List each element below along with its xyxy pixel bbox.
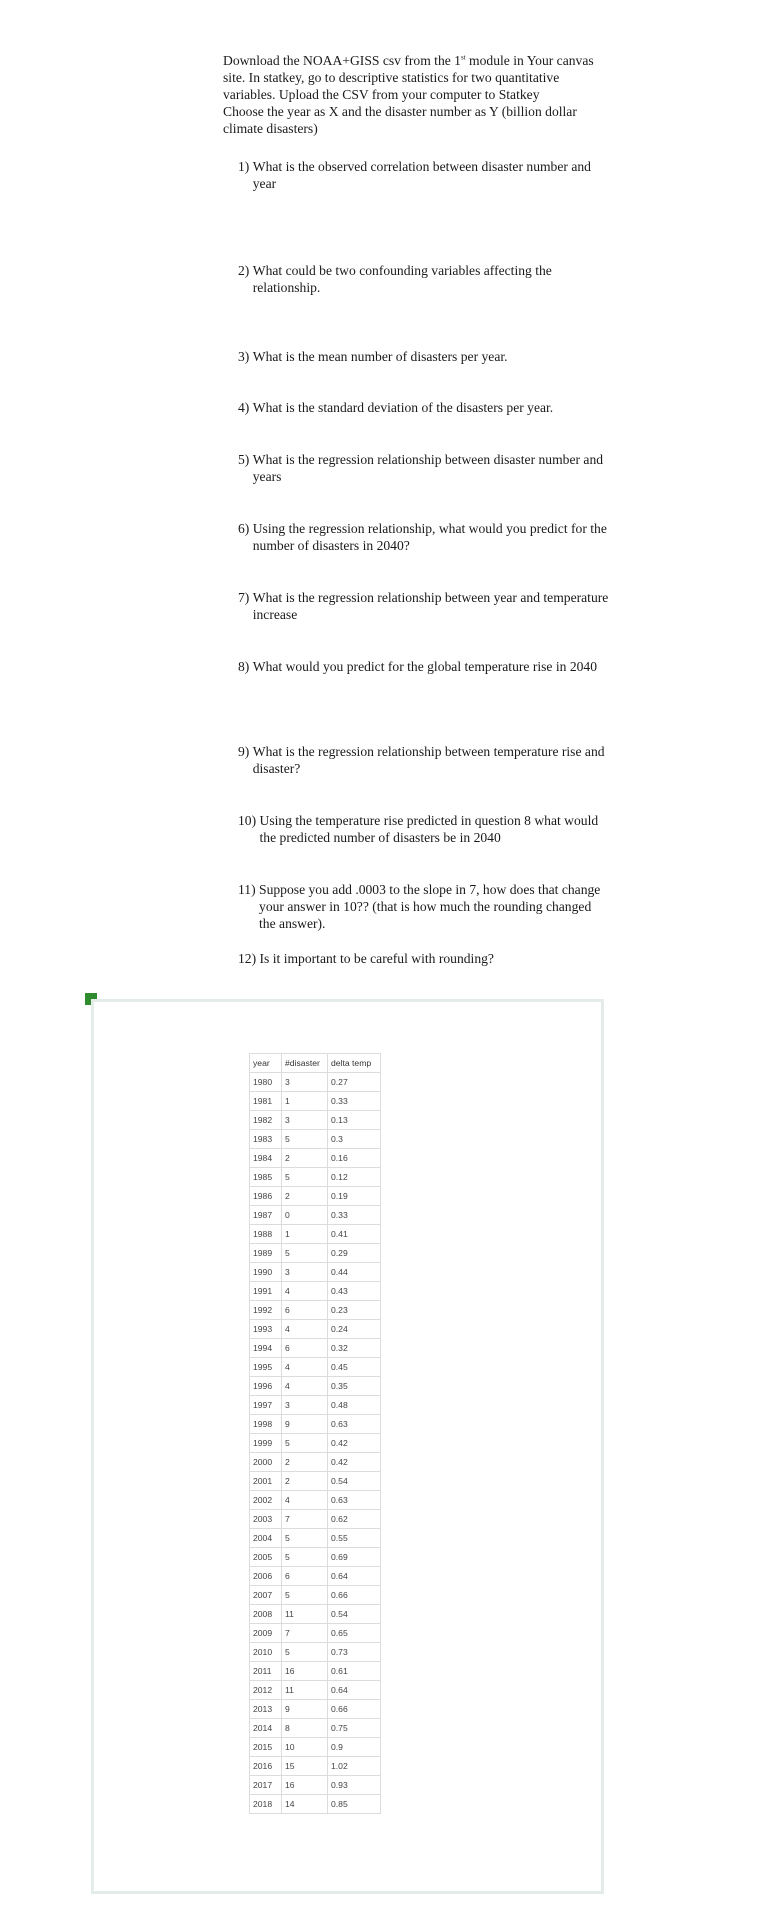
- cell-disaster-count: 5: [282, 1244, 328, 1263]
- table-row: [250, 1757, 381, 1776]
- question-text: What is the regression relationship between year and temperature increase: [252, 590, 609, 622]
- cell-disaster-count: 8: [282, 1719, 328, 1738]
- instruction-text-1b: module in Your canvas site. In statkey, go to descriptive statistics for two quantitative variables. Upload the CSV from your computer to Statkey: [223, 53, 594, 102]
- column-header-year: year: [250, 1054, 282, 1073]
- cell-delta-temp: 0.63: [328, 1415, 381, 1434]
- question-text: Using the regression relationship, what would you predict for the number of disasters in 2040?: [252, 521, 607, 553]
- cell-year: 2013: [250, 1700, 282, 1719]
- cell-delta-temp: 0.66: [328, 1700, 381, 1719]
- instructions: [223, 52, 615, 137]
- cell-year: 1995: [250, 1358, 282, 1377]
- cell-disaster-count: 3: [282, 1263, 328, 1282]
- cell-year: 1997: [250, 1396, 282, 1415]
- question-text: What could be two confounding variables affecting the relationship.: [252, 263, 552, 295]
- question-1: [238, 158, 610, 192]
- table-row: [250, 1605, 381, 1624]
- cell-delta-temp: 0.12: [328, 1168, 381, 1187]
- cell-delta-temp: 0.33: [328, 1206, 381, 1225]
- instruction-paragraph-2: Choose the year as X and the disaster number as Y (billion dollar climate disasters): [223, 104, 577, 136]
- cell-year: 2003: [250, 1510, 282, 1529]
- cell-delta-temp: 0.54: [328, 1472, 381, 1491]
- cell-disaster-count: 6: [282, 1301, 328, 1320]
- question-text: Is it important to be careful with rounding?: [259, 951, 494, 966]
- cell-delta-temp: 0.27: [328, 1073, 381, 1092]
- question-text: What is the standard deviation of the disasters per year.: [252, 400, 554, 415]
- table-row: [250, 1377, 381, 1396]
- question-number: 1): [238, 159, 250, 174]
- cell-year: 1982: [250, 1111, 282, 1130]
- table-row: [250, 1282, 381, 1301]
- table-row: [250, 1092, 381, 1111]
- question-text: Using the temperature rise predicted in question 8 what would the predicted number of disasters be in 2040: [259, 813, 599, 845]
- cell-disaster-count: 10: [282, 1738, 328, 1757]
- cell-disaster-count: 6: [282, 1567, 328, 1586]
- table-row: [250, 1339, 381, 1358]
- cell-year: 1988: [250, 1225, 282, 1244]
- cell-delta-temp: 0.42: [328, 1434, 381, 1453]
- table-row: [250, 1738, 381, 1757]
- question-number: 11): [238, 882, 256, 897]
- cell-disaster-count: 4: [282, 1282, 328, 1301]
- table-row: [250, 1149, 381, 1168]
- cell-year: 1989: [250, 1244, 282, 1263]
- table-row: [250, 1396, 381, 1415]
- cell-delta-temp: 0.66: [328, 1586, 381, 1605]
- cell-year: 1998: [250, 1415, 282, 1434]
- cell-year: 1984: [250, 1149, 282, 1168]
- cell-year: 2002: [250, 1491, 282, 1510]
- column-header-disaster: #disaster: [282, 1054, 328, 1073]
- table-row: [250, 1567, 381, 1586]
- cell-delta-temp: 1.02: [328, 1757, 381, 1776]
- cell-disaster-count: 3: [282, 1111, 328, 1130]
- question-7: [238, 589, 610, 623]
- data-table: [249, 1053, 381, 1814]
- cell-year: 1991: [250, 1282, 282, 1301]
- question-text: What is the observed correlation between disaster number and year: [252, 159, 591, 191]
- cell-disaster-count: 7: [282, 1510, 328, 1529]
- cell-year: 2014: [250, 1719, 282, 1738]
- cell-disaster-count: 9: [282, 1415, 328, 1434]
- cell-delta-temp: 0.65: [328, 1624, 381, 1643]
- instruction-text-1a: Download the NOAA+GISS csv from the 1: [223, 53, 461, 68]
- cell-delta-temp: 0.54: [328, 1605, 381, 1624]
- cell-year: 1992: [250, 1301, 282, 1320]
- cell-year: 2004: [250, 1529, 282, 1548]
- cell-year: 2015: [250, 1738, 282, 1757]
- table-row: [250, 1263, 381, 1282]
- table-row: [250, 1548, 381, 1567]
- question-number: 5): [238, 452, 250, 467]
- table-header-row: [250, 1054, 381, 1073]
- cell-delta-temp: 0.42: [328, 1453, 381, 1472]
- cell-delta-temp: 0.19: [328, 1187, 381, 1206]
- question-number: 2): [238, 263, 250, 278]
- cell-year: 2010: [250, 1643, 282, 1662]
- cell-disaster-count: 1: [282, 1092, 328, 1111]
- cell-delta-temp: 0.64: [328, 1567, 381, 1586]
- cell-delta-temp: 0.16: [328, 1149, 381, 1168]
- table-row: [250, 1358, 381, 1377]
- cell-year: 2011: [250, 1662, 282, 1681]
- question-text: What is the mean number of disasters per year.: [252, 349, 508, 364]
- cell-year: 2000: [250, 1453, 282, 1472]
- cell-delta-temp: 0.44: [328, 1263, 381, 1282]
- cell-year: 2008: [250, 1605, 282, 1624]
- cell-disaster-count: 5: [282, 1168, 328, 1187]
- table-row: [250, 1244, 381, 1263]
- cell-disaster-count: 9: [282, 1700, 328, 1719]
- question-text: What is the regression relationship between disaster number and years: [252, 452, 604, 484]
- cell-disaster-count: 11: [282, 1605, 328, 1624]
- cell-disaster-count: 4: [282, 1320, 328, 1339]
- cell-year: 1985: [250, 1168, 282, 1187]
- table-row: [250, 1491, 381, 1510]
- cell-year: 2009: [250, 1624, 282, 1643]
- cell-disaster-count: 6: [282, 1339, 328, 1358]
- table-row: [250, 1453, 381, 1472]
- cell-delta-temp: 0.64: [328, 1681, 381, 1700]
- cell-delta-temp: 0.29: [328, 1244, 381, 1263]
- table-row: [250, 1643, 381, 1662]
- cell-disaster-count: 2: [282, 1187, 328, 1206]
- question-9: [238, 743, 610, 777]
- table-row: [250, 1168, 381, 1187]
- table-row: [250, 1586, 381, 1605]
- cell-delta-temp: 0.55: [328, 1529, 381, 1548]
- table-row: [250, 1130, 381, 1149]
- cell-disaster-count: 7: [282, 1624, 328, 1643]
- cell-delta-temp: 0.63: [328, 1491, 381, 1510]
- question-2: [238, 262, 610, 296]
- cell-year: 1986: [250, 1187, 282, 1206]
- table-row: [250, 1624, 381, 1643]
- table-row: [250, 1434, 381, 1453]
- cell-year: 1999: [250, 1434, 282, 1453]
- question-number: 10): [238, 813, 257, 828]
- cell-disaster-count: 5: [282, 1434, 328, 1453]
- cell-delta-temp: 0.9: [328, 1738, 381, 1757]
- cell-delta-temp: 0.69: [328, 1548, 381, 1567]
- question-number: 9): [238, 744, 250, 759]
- cell-disaster-count: 2: [282, 1472, 328, 1491]
- cell-disaster-count: 14: [282, 1795, 328, 1814]
- table-row: [250, 1472, 381, 1491]
- table-row: [250, 1320, 381, 1339]
- cell-disaster-count: 5: [282, 1586, 328, 1605]
- cell-year: 1981: [250, 1092, 282, 1111]
- question-number: 12): [238, 951, 257, 966]
- cell-disaster-count: 16: [282, 1776, 328, 1795]
- cell-year: 2017: [250, 1776, 282, 1795]
- cell-disaster-count: 2: [282, 1149, 328, 1168]
- cell-disaster-count: 5: [282, 1529, 328, 1548]
- question-number: 4): [238, 400, 250, 415]
- table-row: [250, 1662, 381, 1681]
- cell-disaster-count: 2: [282, 1453, 328, 1472]
- cell-delta-temp: 0.62: [328, 1510, 381, 1529]
- cell-delta-temp: 0.48: [328, 1396, 381, 1415]
- cell-disaster-count: 0: [282, 1206, 328, 1225]
- cell-delta-temp: 0.13: [328, 1111, 381, 1130]
- question-11: [238, 881, 610, 932]
- instruction-paragraph-1: [223, 52, 615, 103]
- cell-delta-temp: 0.24: [328, 1320, 381, 1339]
- cell-disaster-count: 16: [282, 1662, 328, 1681]
- cell-year: 1987: [250, 1206, 282, 1225]
- cell-disaster-count: 4: [282, 1377, 328, 1396]
- cell-year: 1983: [250, 1130, 282, 1149]
- question-4: [238, 399, 610, 416]
- cell-disaster-count: 5: [282, 1130, 328, 1149]
- cell-delta-temp: 0.73: [328, 1643, 381, 1662]
- cell-disaster-count: 3: [282, 1073, 328, 1092]
- column-header-delta-temp: delta temp: [328, 1054, 381, 1073]
- cell-year: 2016: [250, 1757, 282, 1776]
- table-row: [250, 1206, 381, 1225]
- question-6: [238, 520, 610, 554]
- table-row: [250, 1529, 381, 1548]
- cell-disaster-count: 4: [282, 1358, 328, 1377]
- cell-year: 2012: [250, 1681, 282, 1700]
- cell-disaster-count: 3: [282, 1396, 328, 1415]
- question-number: 3): [238, 349, 250, 364]
- ordinal-suffix: st: [460, 53, 466, 62]
- cell-delta-temp: 0.43: [328, 1282, 381, 1301]
- cell-year: 1980: [250, 1073, 282, 1092]
- cell-delta-temp: 0.32: [328, 1339, 381, 1358]
- table-row: [250, 1111, 381, 1130]
- question-number: 6): [238, 521, 250, 536]
- cell-delta-temp: 0.61: [328, 1662, 381, 1681]
- cell-delta-temp: 0.85: [328, 1795, 381, 1814]
- cell-disaster-count: 11: [282, 1681, 328, 1700]
- cell-year: 1993: [250, 1320, 282, 1339]
- cell-year: 1994: [250, 1339, 282, 1358]
- cell-delta-temp: 0.93: [328, 1776, 381, 1795]
- table-row: [250, 1187, 381, 1206]
- cell-year: 1990: [250, 1263, 282, 1282]
- cell-year: 2006: [250, 1567, 282, 1586]
- cell-year: 2007: [250, 1586, 282, 1605]
- table-row: [250, 1073, 381, 1092]
- table-row: [250, 1510, 381, 1529]
- question-text: What is the regression relationship between temperature rise and disaster?: [252, 744, 605, 776]
- cell-delta-temp: 0.75: [328, 1719, 381, 1738]
- cell-delta-temp: 0.23: [328, 1301, 381, 1320]
- table-row: [250, 1719, 381, 1738]
- cell-disaster-count: 5: [282, 1548, 328, 1567]
- question-number: 7): [238, 590, 250, 605]
- table-row: [250, 1795, 381, 1814]
- cell-delta-temp: 0.35: [328, 1377, 381, 1396]
- question-8: [238, 658, 610, 675]
- cell-delta-temp: 0.33: [328, 1092, 381, 1111]
- question-10: [238, 812, 610, 846]
- table-row: [250, 1681, 381, 1700]
- question-12: [238, 950, 610, 967]
- cell-year: 2018: [250, 1795, 282, 1814]
- question-5: [238, 451, 610, 485]
- cell-delta-temp: 0.45: [328, 1358, 381, 1377]
- cell-disaster-count: 1: [282, 1225, 328, 1244]
- table-row: [250, 1225, 381, 1244]
- question-number: 8): [238, 659, 250, 674]
- cell-year: 2005: [250, 1548, 282, 1567]
- cell-disaster-count: 4: [282, 1491, 328, 1510]
- table-row: [250, 1700, 381, 1719]
- cell-year: 2001: [250, 1472, 282, 1491]
- question-text: Suppose you add .0003 to the slope in 7, how does that change your answer in 10?? (that is how much the rounding changed the answer).: [259, 882, 601, 931]
- question-text: What would you predict for the global temperature rise in 2040: [252, 659, 598, 674]
- cell-disaster-count: 5: [282, 1643, 328, 1662]
- table-row: [250, 1301, 381, 1320]
- table-row: [250, 1776, 381, 1795]
- cell-disaster-count: 15: [282, 1757, 328, 1776]
- question-3: [238, 348, 610, 365]
- cell-year: 1996: [250, 1377, 282, 1396]
- table-row: [250, 1415, 381, 1434]
- cell-delta-temp: 0.3: [328, 1130, 381, 1149]
- cell-delta-temp: 0.41: [328, 1225, 381, 1244]
